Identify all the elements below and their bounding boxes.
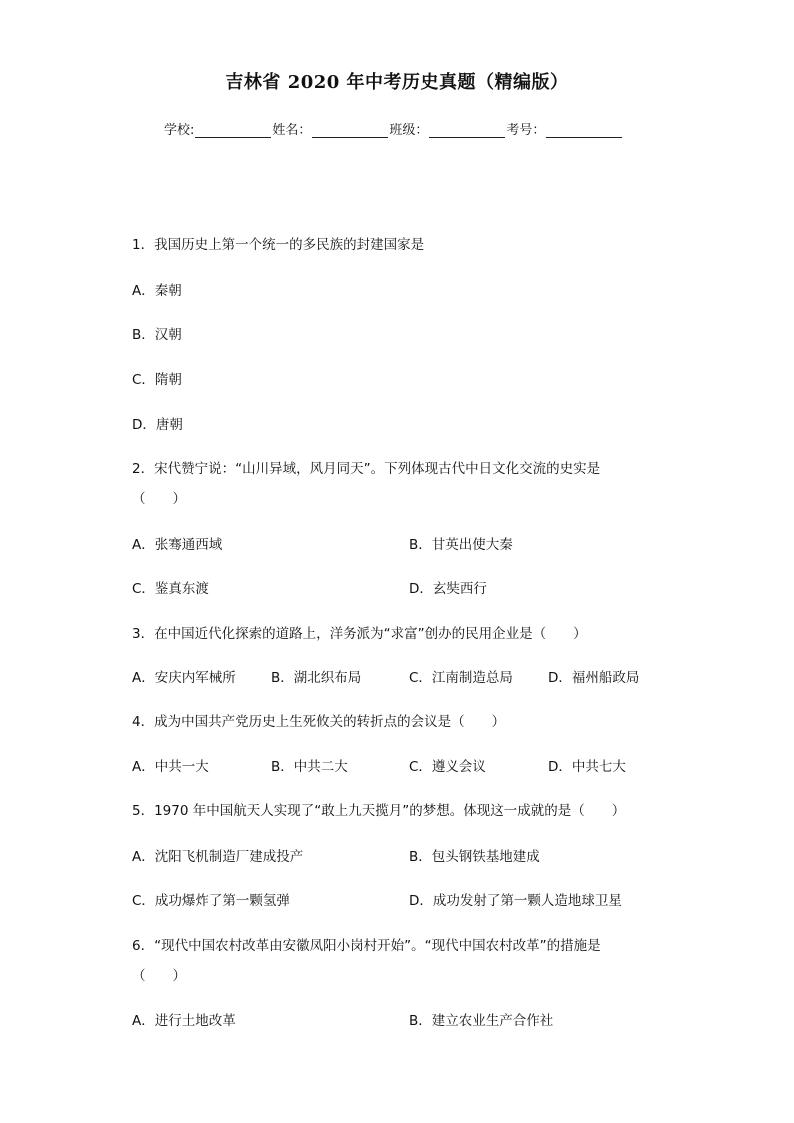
question-1-option-d[interactable]: D．唐朝 [132, 417, 183, 433]
exam-no-label: 考号： [506, 123, 546, 138]
name-field[interactable] [312, 123, 388, 138]
question-5-option-d[interactable]: D．成功发射了第一颗人造地球卫星 [409, 893, 622, 909]
name-label: 姓名： [272, 123, 312, 138]
question-5-option-c[interactable]: C．成功爆炸了第一颗氢弹 [132, 893, 290, 909]
page-title: 吉林省 2020 年中考历史真题（精编版） [225, 72, 569, 93]
question-4-option-c[interactable]: C．遵义会议 [409, 759, 486, 775]
class-label: 班级： [389, 123, 429, 138]
question-3-option-a[interactable]: A．安庆内军械所 [132, 670, 236, 686]
question-6-option-a[interactable]: A．进行土地改革 [132, 1013, 236, 1029]
question-4-option-d[interactable]: D．中共七大 [548, 759, 626, 775]
question-1-option-c[interactable]: C．隋朝 [132, 372, 182, 388]
question-6-option-b[interactable]: B．建立农业生产合作社 [409, 1013, 554, 1029]
school-label: 学校: [164, 123, 195, 138]
question-3-option-b[interactable]: B．湖北织布局 [271, 670, 362, 686]
question-3-option-c[interactable]: C．江南制造总局 [409, 670, 513, 686]
exam-no-field[interactable] [546, 123, 622, 138]
question-5-stem: 5．1970 年中国航天人实现了“敢上九天揽月”的梦想。体现这一成就的是（ ） [132, 803, 626, 819]
question-3-option-d[interactable]: D．福州船政局 [548, 670, 640, 686]
student-info-row [164, 119, 623, 138]
question-5-option-b[interactable]: B．包头钢铁基地建成 [409, 849, 540, 865]
question-5-option-a[interactable]: A．沈阳飞机制造厂建成投产 [132, 849, 304, 865]
question-4-option-b[interactable]: B．中共二大 [271, 759, 348, 775]
question-1-option-a[interactable]: A．秦朝 [132, 283, 182, 299]
question-1-option-b[interactable]: B．汉朝 [132, 327, 182, 343]
class-field[interactable] [429, 123, 505, 138]
question-4-option-a[interactable]: A．中共一大 [132, 759, 209, 775]
question-2-option-d[interactable]: D．玄奘西行 [409, 581, 487, 597]
question-2-stem: 2．宋代赞宁说：“山川异域，风月同天”。下列体现古代中日文化交流的史实是 [132, 461, 601, 477]
question-6-stem: 6．“现代中国农村改革由安徽凤阳小岗村开始”。“现代中国农村改革”的措施是 [132, 938, 601, 954]
question-4-stem: 4．成为中国共产党历史上生死攸关的转折点的会议是（ ） [132, 714, 506, 730]
school-field[interactable] [195, 123, 271, 138]
question-6-stem-cont: （ ） [132, 968, 186, 984]
question-2-option-c[interactable]: C．鉴真东渡 [132, 581, 209, 597]
question-1-stem: 1．我国历史上第一个统一的多民族的封建国家是 [132, 237, 425, 253]
question-2-option-b[interactable]: B．甘英出使大秦 [409, 537, 513, 553]
question-3-stem: 3．在中国近代化探索的道路上，洋务派为“求富”创办的民用企业是（ ） [132, 626, 587, 642]
question-2-stem-cont: （ ） [132, 491, 186, 507]
question-2-option-a[interactable]: A．张骞通西域 [132, 537, 223, 553]
